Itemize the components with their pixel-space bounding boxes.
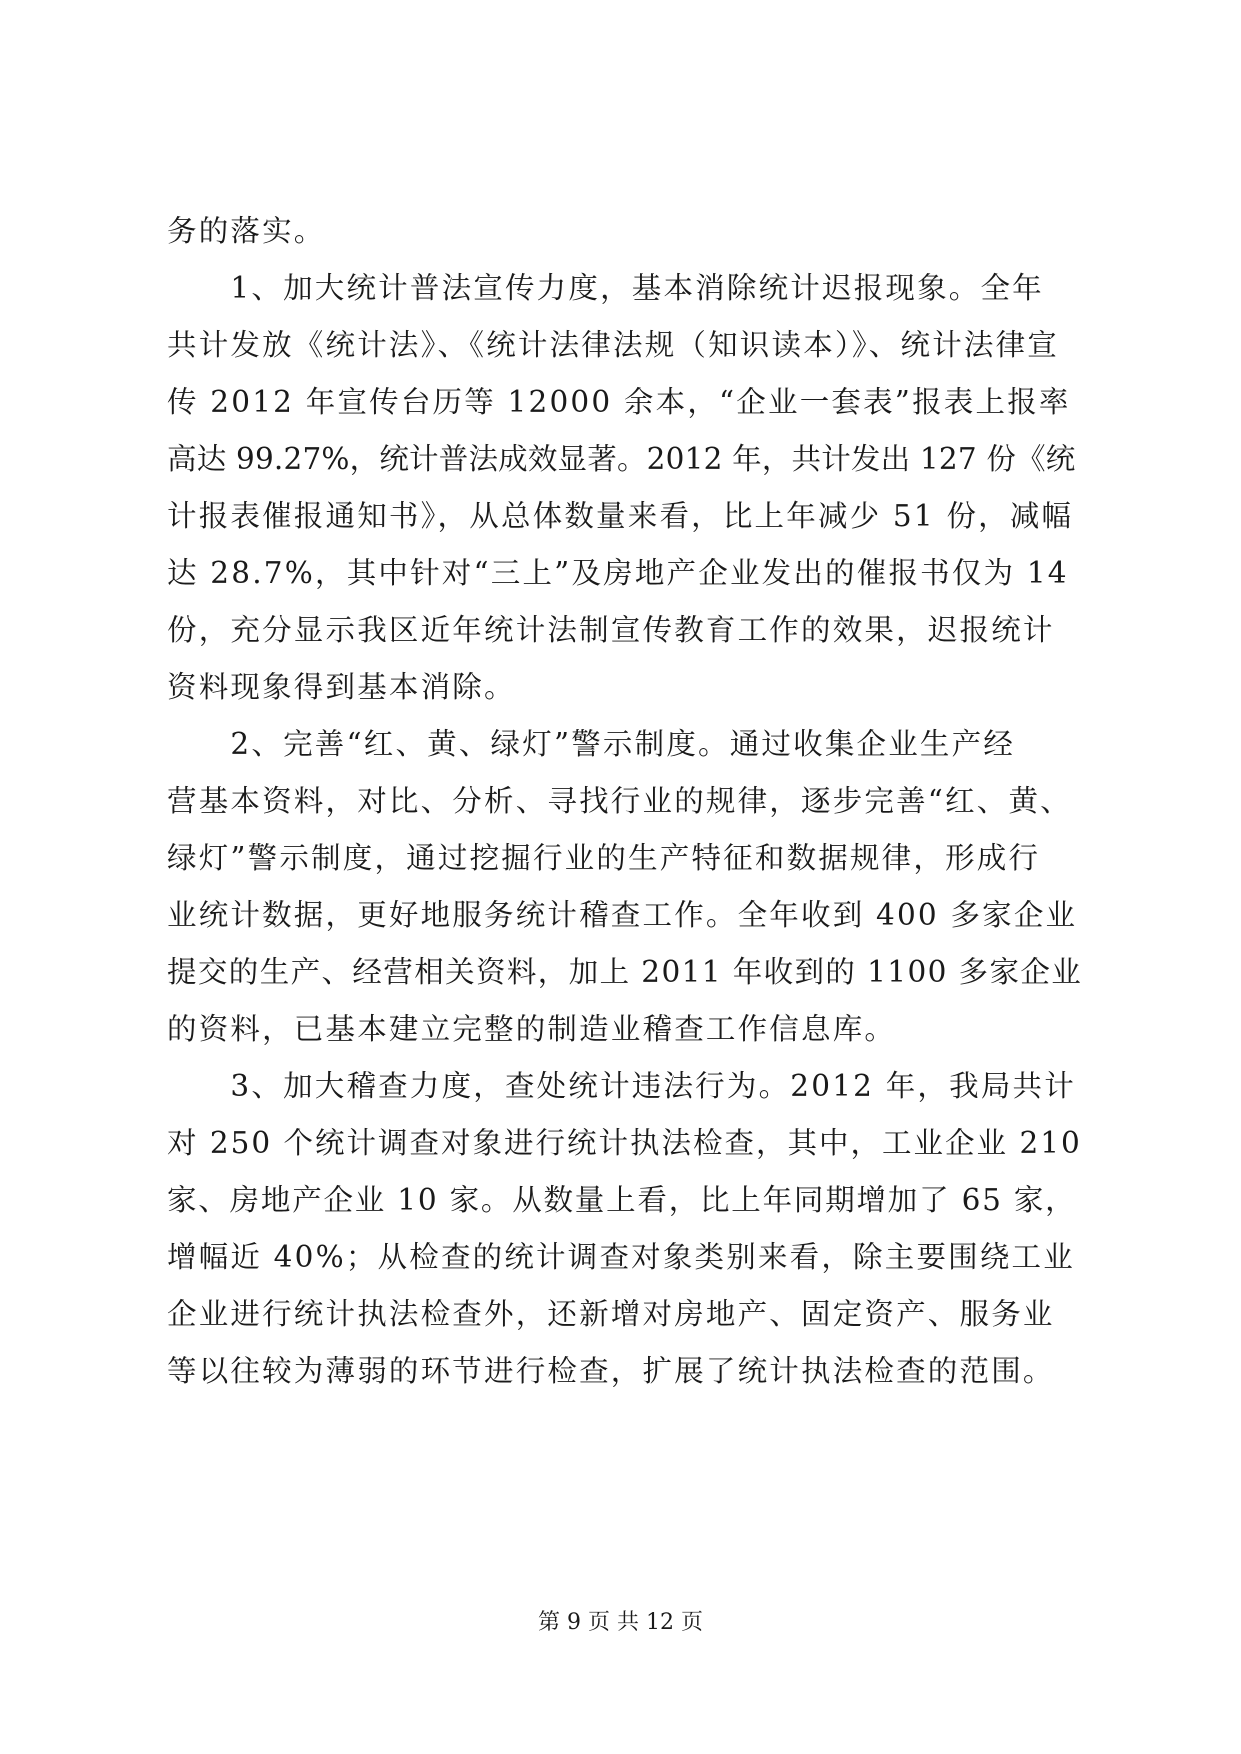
- text-line: 务的落实。: [167, 214, 326, 248]
- text-line: 业统计数据，更好地服务统计稽查工作。全年收到 400 多家企业: [167, 898, 1078, 932]
- text-line: 对 250 个统计调查对象进行统计执法检查，其中，工业企业 210: [167, 1126, 1082, 1160]
- text-line: 的资料，已基本建立完整的制造业稽查工作信息库。: [167, 1012, 897, 1046]
- text-line: 高达 99.27%，统计普法成效显著。2012 年，共计发出 127 份《统: [167, 442, 1076, 476]
- text-line: 资料现象得到基本消除。: [167, 670, 516, 704]
- text-line: 达 28.7%，其中针对“三上”及房地产企业发出的催报书仅为 14: [167, 556, 1069, 590]
- text-line: 提交的生产、经营相关资料，加上 2011 年收到的 1100 多家企业: [167, 955, 1083, 989]
- text-line: 1、加大统计普法宣传力度，基本消除统计迟报现象。全年: [167, 271, 1044, 305]
- text-line: 共计发放《统计法》、《统计法律法规（知识读本）》、统计法律宣: [167, 328, 1060, 362]
- text-line: 2、完善“红、黄、绿灯”警示制度。通过收集企业生产经: [167, 727, 1016, 761]
- text-line: 传 2012 年宣传台历等 12000 余本，“企业一套表”报表上报率: [167, 385, 1071, 419]
- text-line: 增幅近 40%；从检查的统计调查对象类别来看，除主要围绕工业: [167, 1240, 1075, 1274]
- text-line: 家、房地产企业 10 家。从数量上看，比上年同期增加了 65 家，: [167, 1183, 1077, 1217]
- text-line: 企业进行统计执法检查外，还新增对房地产、固定资产、服务业: [167, 1297, 1055, 1331]
- text-line: 3、加大稽查力度，查处统计违法行为。2012 年，我局共计: [167, 1069, 1076, 1103]
- text-line: 份，充分显示我区近年统计法制宣传教育工作的效果，迟报统计: [167, 613, 1055, 647]
- text-line: 计报表催报通知书》，从总体数量来看，比上年减少 51 份，减幅: [167, 499, 1074, 533]
- page-number-footer: 第 9 页 共 12 页: [538, 1610, 703, 1635]
- text-line: 绿灯”警示制度，通过挖掘行业的生产特征和数据规律，形成行: [167, 841, 1041, 875]
- text-line: 等以往较为薄弱的环节进行检查，扩展了统计执法检查的范围。: [167, 1354, 1055, 1388]
- text-line: 营基本资料，对比、分析、寻找行业的规律，逐步完善“红、黄、: [167, 784, 1072, 818]
